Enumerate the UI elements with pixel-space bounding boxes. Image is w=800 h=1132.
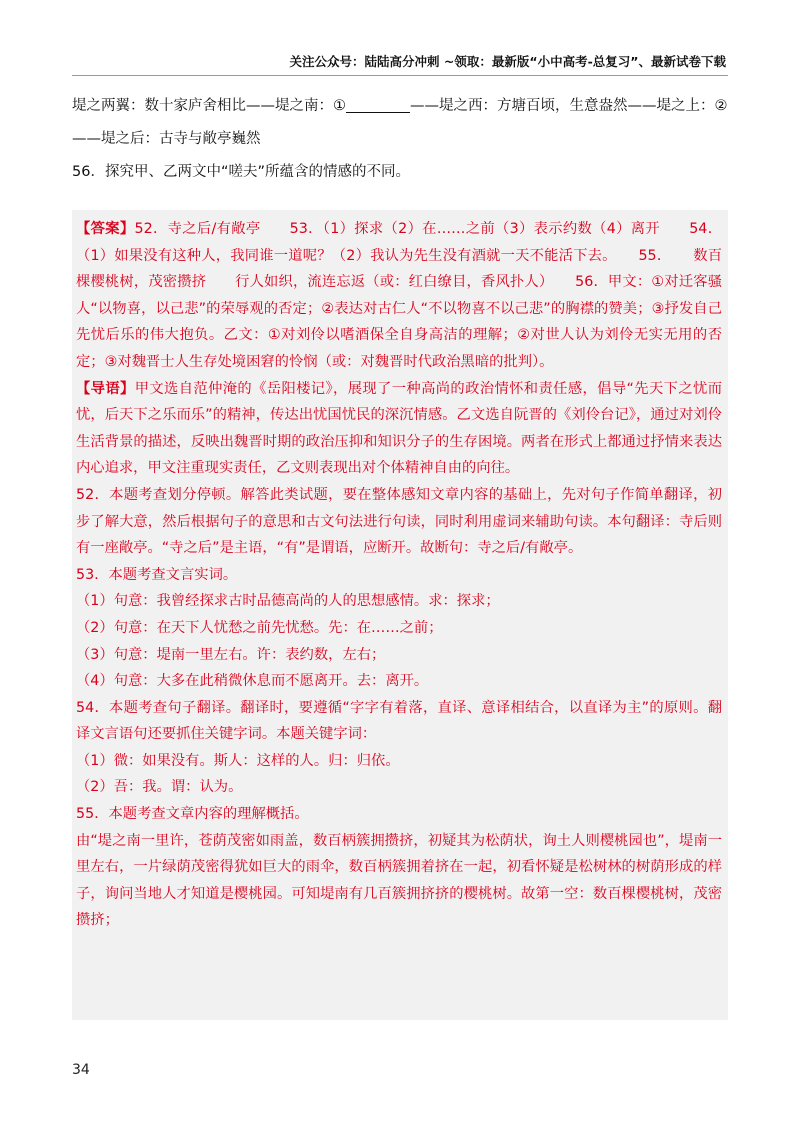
header-divider — [72, 75, 728, 76]
page-number: 34 — [72, 1062, 90, 1078]
analysis-q53-item: （3）句意：堤南一里左右。许：表约数，左右； — [76, 646, 386, 663]
analysis-q54-item: （2）吾：我。谓：认为。 — [76, 779, 243, 796]
answer-tag: 【答案】 — [76, 221, 135, 237]
analysis-q53-item: （2）句意：在天下人忧愁之前先忧愁。先：在……之前； — [76, 619, 443, 636]
analysis-q55-body: 由“堤之南一里许，苍荫茂密如雨盖，数百柄簇拥攒挤，初疑其为松荫状，询土人则樱桃园也”，堤南一里左右，一片绿荫茂密得犹如巨大的雨伞，数百柄簇拥着挤在一起，初看怀疑是松树林的树荫形成的样子，询问当地人才知道是樱桃园。可知堤南有几百簇拥挤挤的樱桃树。故第一空：数百棵樱桃树，茂密攒挤； — [76, 832, 722, 929]
answer-blank-2 — [728, 94, 729, 113]
analysis-q55-title: 55．本题考查文章内容的理解概括。 — [76, 806, 309, 823]
page-header: 关注公众号：陆陆高分冲刺 ~领取：最新版“小中高考-总复习”、最新试卷下载 — [289, 54, 726, 69]
question-text-1a: 堤之两翼：数十家庐舍相比——堤之南：① — [72, 98, 346, 114]
analysis-q53-item: （1）句意：我曾经探求古时品德高尚的人的思想感情。求：探求； — [76, 593, 500, 610]
analysis-q52: 52．本题考查划分停顿。解答此类试题，要在整体感知文章内容的基础上，先对句子作简单翻译，初步了解大意，然后根据句子的意思和古文句法进行句读，同时利用虚词来辅助句读。本句翻译：寺后则有一座敞亭。“寺之后”是主语，“有”是谓语，应断开。故断句：寺之后/有敞亭。 — [76, 486, 722, 557]
answer-blank-1 — [346, 94, 410, 113]
guide-paragraph — [76, 376, 722, 482]
analysis-q54: 54．本题考查句子翻译。翻译时，要遵循“字字有着落，直译、意译相结合，以直译为主”的原则。翻译文言语句还要抓住关键字词。本题关键字词： — [76, 699, 722, 743]
analysis-q53-item: （4）句意：大多在此稍微休息而不愿离开。去：离开。 — [76, 673, 429, 690]
guide-tag: 【导语】 — [76, 380, 135, 397]
guide-body: 甲文选自范仲淹的《岳阳楼记》，展现了一种高尚的政治情怀和责任感，倡导“先天下之忧而忧，后天下之乐而乐”的精神，传达出忧国忧民的深沉情感。乙文选自阮晋的《刘伶台记》，通过对刘伶生活背景的描述，反映出魏晋时期的政治压抑和知识分子的生存困境。两者在形式上都通过抒情来表达内心追求，甲文注重现实责任，乙文则表现出对个体精神自由的向往。 — [76, 380, 722, 477]
answer-body: 52．寺之后/有敞亭 53．（1）探求（2）在……之前（3）表示约数（4）离开 54．（1）如果没有这种人，我同谁一道呢？（2）我认为先生没有酒就一天不能活下去。 55． 数百棵樱桃树，茂密攒挤 行人如织，流连忘返（或：红白缭目，香风扑人） 56．甲文：①对迁客骚人“以物喜，以己悲”的荣辱观的否定；②表达对古仁人“不以物喜不以己悲”的胸襟的赞美；③抒发自己先忧后乐的伟大抱负。乙文：①对刘伶以嗜酒保全自身高洁的理解；②对世人认为刘伶无实无用的否定；③对魏晋士人生存处境困窘的怜悯（或：对魏晋时代政治黑暗的批判）。 — [76, 221, 722, 370]
answer-paragraph — [76, 216, 722, 376]
question-section — [72, 90, 728, 189]
analysis-q53-title: 53．本题考查文言实词。 — [76, 566, 238, 583]
answer-section — [72, 210, 728, 1020]
question-56: 56．探究甲、乙两文中“嗟夫”所蕴含的情感的不同。 — [72, 164, 410, 180]
question-line-1 — [72, 90, 728, 123]
question-line-2: ——堤之后：古寺与敞亭巍然 — [72, 131, 261, 147]
question-text-1b: ——堤之西：方塘百顷，生意盎然——堤之上：② — [410, 98, 728, 114]
analysis-q54-item: （1）微：如果没有。斯人：这样的人。归：归依。 — [76, 752, 400, 769]
